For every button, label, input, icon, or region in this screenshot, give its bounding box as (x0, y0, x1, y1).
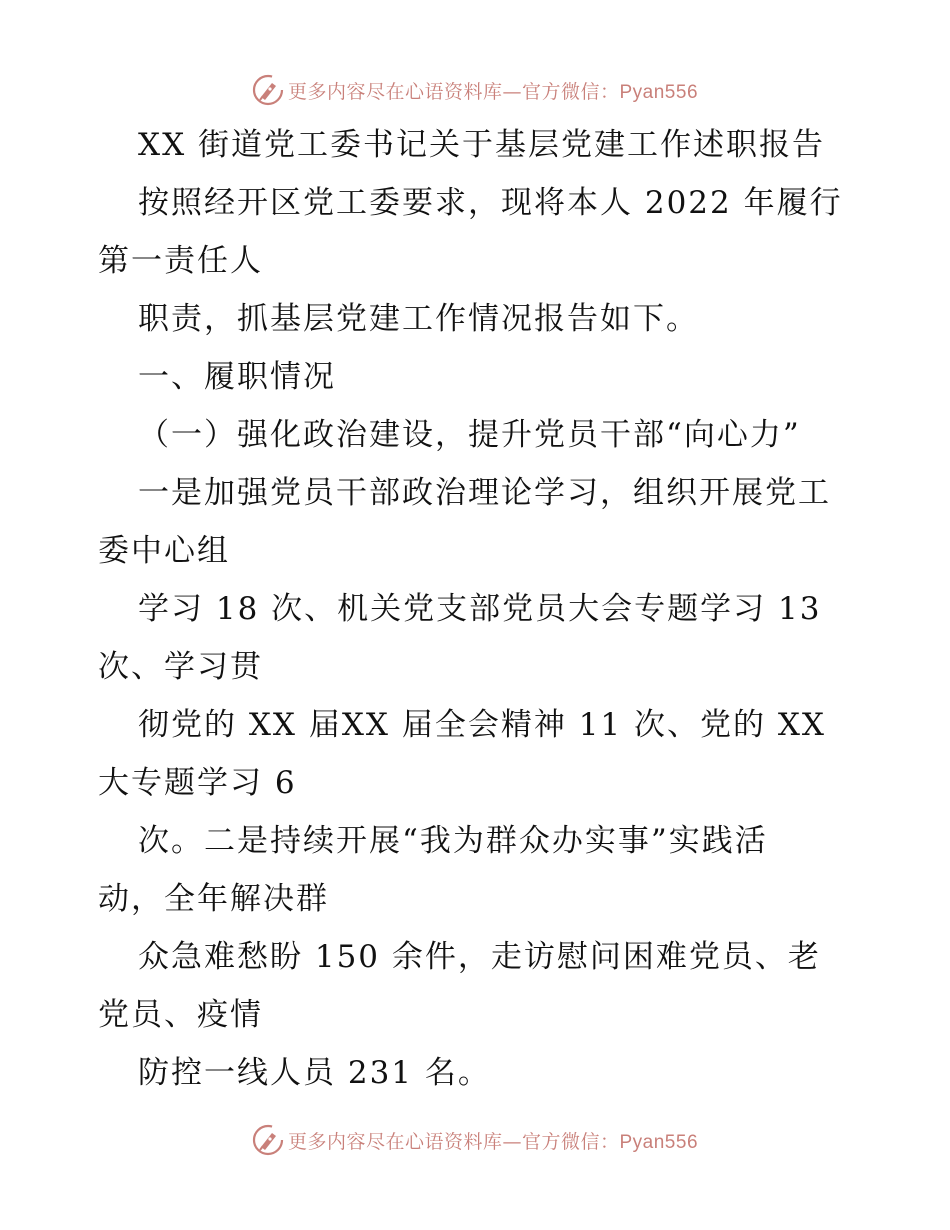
paragraph-line: 次。二是持续开展“我为群众办实事”实践活 (138, 823, 768, 859)
paragraph-line: 大专题学习 6 (98, 765, 297, 801)
pen-nib-logo-icon (252, 1124, 284, 1156)
paragraph-line: 彻党的 XX 届XX 届全会精神 11 次、党的 XX (138, 707, 826, 743)
paragraph-line: 众急难愁盼 150 余件，走访慰问困难党员、老 (138, 939, 821, 975)
paragraph-line: 按照经开区党工委要求，现将本人 2022 年履行 (138, 185, 843, 221)
paragraph-line: 委中心组 (98, 533, 230, 569)
paragraph-line: 防控一线人员 231 名。 (138, 1055, 491, 1091)
paragraph-line: 职责，抓基层党建工作情况报告如下。 (138, 301, 699, 337)
paragraph-line: 次、学习贯 (98, 649, 263, 685)
watermark-text: 更多内容尽在心语资料库—官方微信：Pyan556 (287, 80, 699, 103)
pen-nib-logo-icon (252, 74, 284, 106)
paragraph-line: 第一责任人 (98, 243, 263, 279)
watermark-text: 更多内容尽在心语资料库—官方微信：Pyan556 (287, 1130, 699, 1153)
section-heading: 一、履职情况 (138, 359, 336, 395)
document-title: XX 街道党工委书记关于基层党建工作述职报告 (138, 127, 825, 163)
paragraph-line: 党员、疫情 (98, 997, 263, 1033)
paragraph-line: 一是加强党员干部政治理论学习，组织开展党工 (138, 475, 831, 511)
footer-watermark (0, 1122, 950, 1158)
watermark-id: Pyan556 (619, 1131, 699, 1153)
watermark-id: Pyan556 (619, 81, 699, 103)
paragraph-line: 学习 18 次、机关党支部党员大会专题学习 13 (138, 591, 822, 627)
header-watermark (0, 72, 950, 108)
paragraph-line: 动，全年解决群 (98, 881, 329, 917)
subsection-heading: （一）强化政治建设，提升党员干部“向心力” (138, 417, 801, 453)
